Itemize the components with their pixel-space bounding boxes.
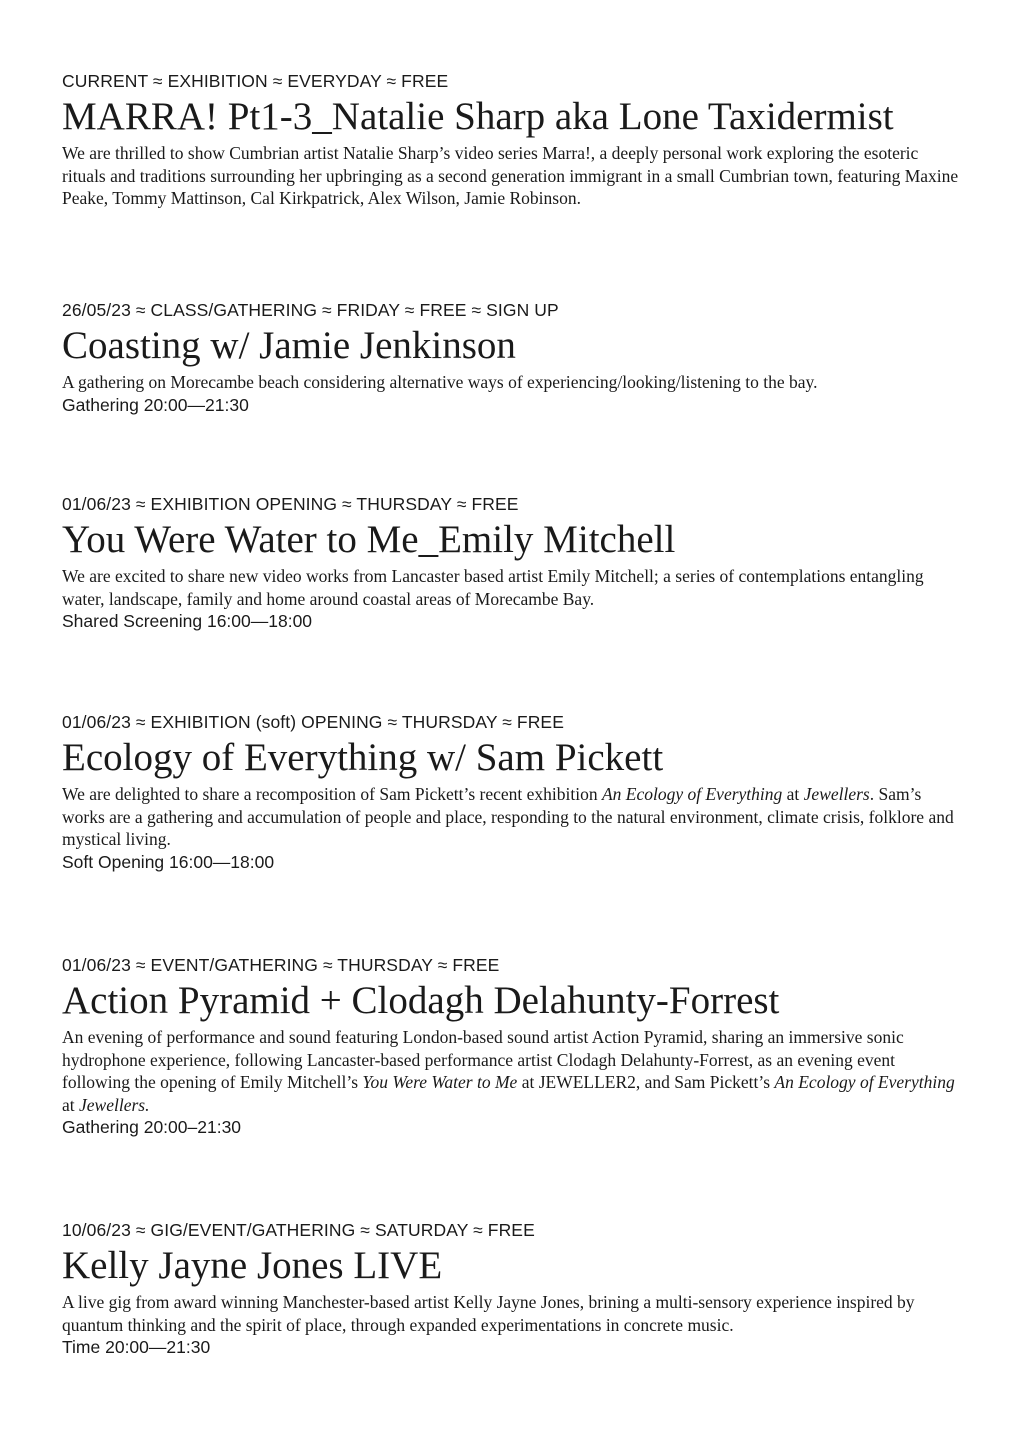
desc-text: We are delighted to share a recomposition of Sam Pickett’s recent exhibition (62, 784, 602, 804)
event-time: Shared Screening 16:00—18:00 (62, 611, 313, 631)
desc-italic: You Were Water to Me (362, 1072, 518, 1092)
desc-text: An evening of performance and sound featuring London-based sound artist Action Pyramid, sharing an immersive sonic hydrophone experience, following Lancaster-based performance artist Clodagh Delahunty-Forrest, as an evening event following the opening of Emily Mitchell’s (62, 1027, 904, 1092)
event-meta: 01/06/23 ≈ EXHIBITION OPENING ≈ THURSDAY ≈ FREE (62, 494, 519, 514)
desc-italic: Jewellers. (79, 1094, 150, 1115)
event-kelly-jayne-jones (62, 1219, 962, 1358)
desc-text: at (62, 1094, 80, 1115)
event-meta: CURRENT ≈ EXHIBITION ≈ EVERYDAY ≈ FREE (62, 71, 449, 91)
desc-text: at (782, 784, 804, 804)
event-time: Time 20:00—21:30 (62, 1337, 211, 1357)
event-description: A gathering on Morecambe beach considering alternative ways of experiencing/looking/listening to the bay. (62, 372, 818, 392)
event-title: You Were Water to Me_Emily Mitchell (62, 518, 676, 561)
event-title: Ecology of Everything w/ Sam Pickett (62, 736, 664, 779)
event-action-pyramid (62, 954, 962, 1138)
event-description: A live gig from award winning Manchester-based artist Kelly Jayne Jones, brining a multi-sensory experience inspired by quantum thinking and the spirit of place, through expanded experimentations in concrete music. (62, 1292, 915, 1335)
event-ecology-of-everything (62, 711, 962, 873)
event-meta: 10/06/23 ≈ GIG/EVENT/GATHERING ≈ SATURDAY ≈ FREE (62, 1220, 535, 1240)
event-you-were-water (62, 493, 962, 632)
desc-text: at JEWELLER2, and Sam Pickett’s (517, 1072, 775, 1092)
event-title: Coasting w/ Jamie Jenkinson (62, 324, 516, 367)
event-title: Action Pyramid + Clodagh Delahunty-Forrest (62, 979, 780, 1022)
event-title: Kelly Jayne Jones LIVE (62, 1244, 443, 1287)
desc-italic: Jewellers (803, 784, 870, 804)
event-coasting (62, 299, 962, 416)
desc-italic: An Ecology of Everything (601, 784, 783, 804)
desc-text: . Sam’s works are a gathering and accumulation of people and place, responding to the natural environment, climate crisis, folklore and mystical living. (62, 784, 954, 849)
desc-italic: An Ecology of Everything (774, 1072, 955, 1092)
event-time: Gathering 20:00–21:30 (62, 1117, 242, 1137)
event-description (62, 1026, 962, 1116)
event-meta: 01/06/23 ≈ EVENT/GATHERING ≈ THURSDAY ≈ FREE (62, 955, 500, 975)
event-description: We are excited to share new video works from Lancaster based artist Emily Mitchell; a series of contemplations entangling water, landscape, family and home around coastal areas of Morecambe Bay. (62, 566, 924, 609)
event-time: Soft Opening 16:00—18:00 (62, 851, 275, 872)
event-meta: 01/06/23 ≈ EXHIBITION (soft) OPENING ≈ THURSDAY ≈ FREE (62, 712, 564, 732)
event-description: We are thrilled to show Cumbrian artist Natalie Sharp’s video series Marra!, a deeply personal work exploring the esoteric rituals and traditions surrounding her upbringing as a second generation immigrant in a small Cumbrian town, featuring Maxine Peake, Tommy Mattinson, Cal Kirkpatrick, Alex Wilson, Jamie Robinson. (62, 143, 959, 208)
event-description (62, 783, 962, 851)
event-title: MARRA! Pt1-3_Natalie Sharp aka Lone Taxidermist (62, 95, 894, 138)
event-meta: 26/05/23 ≈ CLASS/GATHERING ≈ FRIDAY ≈ FREE ≈ SIGN UP (62, 300, 559, 320)
event-time: Gathering 20:00—21:30 (62, 394, 249, 415)
event-marra (62, 70, 962, 210)
